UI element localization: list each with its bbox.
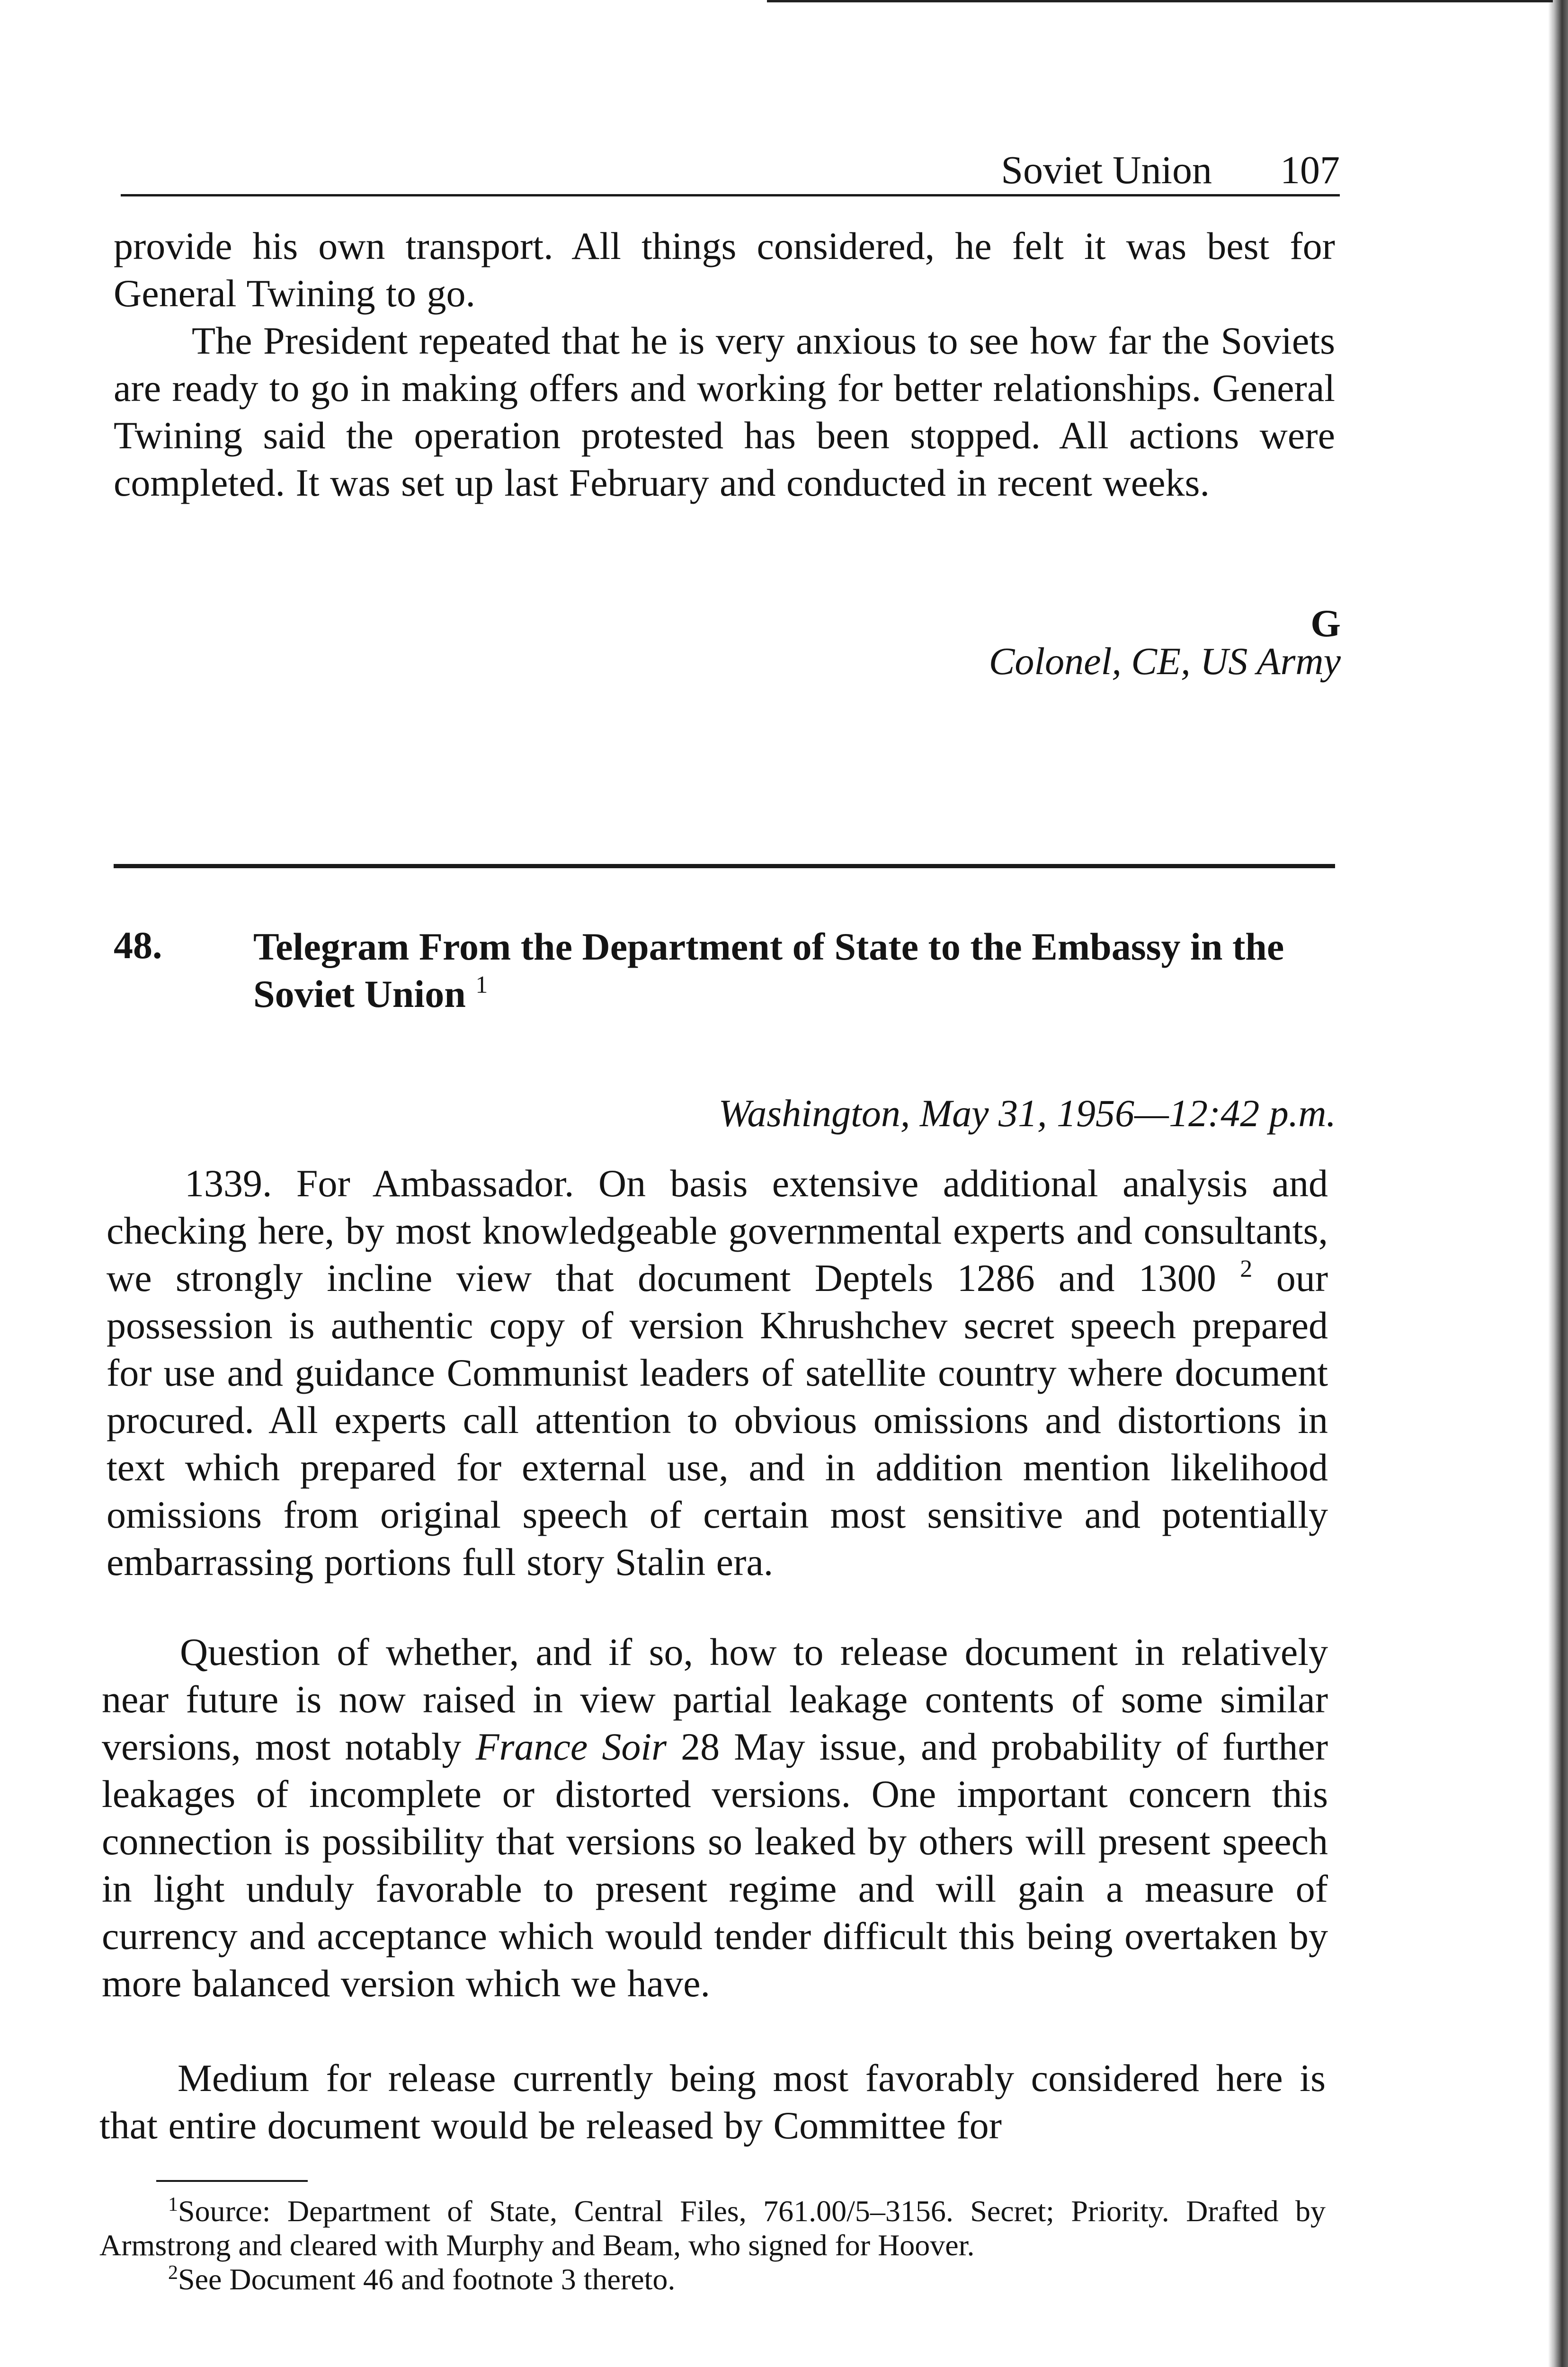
top-edge-rule xyxy=(767,0,1553,2)
document-title xyxy=(253,923,1333,1018)
continued-paragraph-2: The President repeated that he is very anxious to see how far the Soviets are ready to go in making offers and working for better relationships. General Twining said the operation protested has been stopped. All actions were completed. It was set up last February and conducted in recent weeks. xyxy=(114,319,1335,504)
telegram-paragraph-2 xyxy=(102,1628,1328,2007)
signature-initial: G xyxy=(1310,602,1341,645)
footnote-1-text: Source: Department of State, Central Files, 761.00/5–3156. Secret; Priority. Drafted by Armstrong and cleared with Murphy and Beam, who signed for Hoover. xyxy=(99,2194,1326,2262)
running-head-section: Soviet Union xyxy=(1001,148,1212,192)
footnote-2-text: See Document 46 and footnote 3 thereto. xyxy=(178,2262,676,2296)
document-number: 48. xyxy=(114,924,162,967)
publication-name: France Soir xyxy=(475,1725,667,1768)
document-title-text: Telegram From the Department of State to the Embassy in the Soviet Union xyxy=(253,925,1284,1015)
page-number: 107 xyxy=(1280,148,1340,192)
telegram-paragraph-1-part-a: 1339. For Ambassador. On basis extensive additional analysis and checking here, by most knowledgeable governmental experts and consultants, we strongly incline view that document Deptels 1286 and 1300 xyxy=(107,1162,1328,1299)
telegram-paragraph-1-part-b: our possession is authentic copy of version Khrushchev secret speech prepared for use and guidance Communist leaders of satellite country where document procured. All experts call attention to obvious omissions and distortions in text which prepared for external use, and in addition mention likelihood omissions from original speech of certain most sensitive and potentially embarrassing portions full story Stalin era. xyxy=(107,1256,1328,1584)
footnote-rule xyxy=(156,2180,308,2182)
telegram-paragraph-3: Medium for release currently being most favorably considered here is that entire document would be released by Committee for xyxy=(99,2056,1326,2147)
section-divider xyxy=(114,864,1335,868)
footnote-2 xyxy=(99,2262,1326,2296)
footnote-1-mark: 1 xyxy=(168,2194,178,2216)
footnotes xyxy=(99,2194,1326,2296)
book-spine-shadow xyxy=(1548,0,1568,2367)
running-head xyxy=(121,142,1340,196)
footnote-2-mark: 2 xyxy=(168,2262,178,2284)
signature-title: Colonel, CE, US Army xyxy=(989,640,1341,683)
telegram-paragraph-1 xyxy=(107,1160,1328,1586)
dateline: Washington, May 31, 1956—12:42 p.m. xyxy=(718,1092,1336,1135)
footnote-ref-1: 1 xyxy=(475,971,488,998)
footnote-1 xyxy=(99,2194,1326,2262)
telegram-paragraph-2-part-a: Question of whether, and if so, how to release document in relatively near future is now raised in view partial leakage contents of some similar versions, most notably xyxy=(102,1630,1328,1768)
telegram-paragraph-2-part-b: 28 May issue, and probability of further leakages of incomplete or distorted versions. One important concern this connection is possibility that versions so leaked by others will present speech in light unduly favorable to present regime and will gain a measure of currency and acceptance which would tender difficult this being overtaken by more balanced version which we have. xyxy=(102,1725,1328,2005)
continued-paragraph-1: provide his own transport. All things considered, he felt it was best for General Twining to go. xyxy=(114,224,1335,315)
footnote-ref-2: 2 xyxy=(1240,1255,1253,1282)
